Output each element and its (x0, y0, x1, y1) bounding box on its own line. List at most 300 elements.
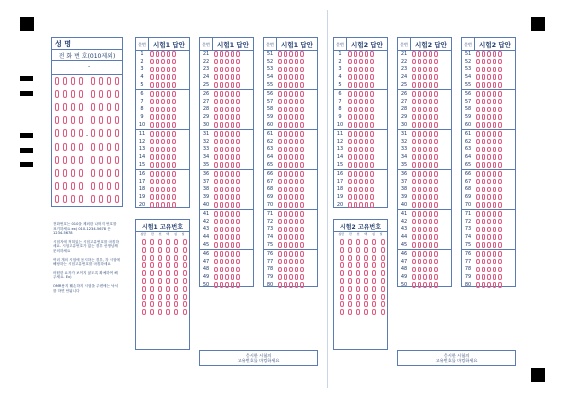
answer-bubble[interactable] (150, 82, 154, 88)
answer-bubble[interactable] (172, 187, 176, 193)
answer-bubble[interactable] (359, 154, 363, 160)
answer-bubble[interactable] (487, 131, 491, 137)
answer-bubble[interactable] (214, 59, 218, 65)
answer-bubble[interactable] (278, 211, 282, 217)
answer-bubble[interactable] (476, 99, 480, 105)
answer-bubble[interactable] (348, 179, 352, 185)
answer-bubble[interactable] (167, 139, 171, 145)
answer-bubble[interactable] (167, 147, 171, 153)
exam-id-bubble[interactable] (348, 278, 352, 284)
answer-bubble[interactable] (498, 274, 502, 280)
phone-bubble[interactable] (91, 156, 95, 164)
answer-bubble[interactable] (295, 122, 299, 128)
answer-bubble[interactable] (354, 91, 358, 97)
phone-bubble[interactable] (115, 195, 119, 203)
exam-id-bubble[interactable] (142, 262, 146, 268)
answer-bubble[interactable] (225, 194, 229, 200)
answer-bubble[interactable] (498, 122, 502, 128)
answer-bubble[interactable] (487, 282, 491, 288)
answer-bubble[interactable] (300, 82, 304, 88)
exam-id-bubble[interactable] (356, 247, 360, 253)
phone-bubble[interactable] (55, 116, 59, 124)
answer-bubble[interactable] (365, 179, 369, 185)
exam-id-bubble[interactable] (340, 309, 344, 315)
answer-bubble[interactable] (482, 227, 486, 233)
answer-bubble[interactable] (289, 267, 293, 273)
answer-bubble[interactable] (300, 219, 304, 225)
answer-bubble[interactable] (429, 74, 433, 80)
answer-bubble[interactable] (487, 147, 491, 153)
answer-bubble[interactable] (412, 202, 416, 208)
answer-bubble[interactable] (220, 154, 224, 160)
phone-bubble[interactable] (91, 116, 95, 124)
exam-id-bubble[interactable] (166, 262, 170, 268)
answer-bubble[interactable] (156, 139, 160, 145)
exam-id-bubble[interactable] (381, 270, 385, 276)
answer-bubble[interactable] (498, 67, 502, 73)
answer-bubble[interactable] (167, 194, 171, 200)
answer-bubble[interactable] (418, 234, 422, 240)
answer-bubble[interactable] (220, 99, 224, 105)
answer-bubble[interactable] (365, 91, 369, 97)
answer-bubble[interactable] (476, 122, 480, 128)
answer-bubble[interactable] (493, 242, 497, 248)
answer-bubble[interactable] (476, 234, 480, 240)
answer-bubble[interactable] (476, 211, 480, 217)
exam-id-bubble[interactable] (381, 294, 385, 300)
answer-bubble[interactable] (289, 82, 293, 88)
phone-bubble[interactable] (99, 143, 103, 151)
answer-bubble[interactable] (236, 122, 240, 128)
answer-bubble[interactable] (300, 267, 304, 273)
answer-bubble[interactable] (220, 131, 224, 137)
answer-bubble[interactable] (365, 82, 369, 88)
exam-id-bubble[interactable] (158, 239, 162, 245)
answer-bubble[interactable] (423, 187, 427, 193)
answer-bubble[interactable] (354, 187, 358, 193)
answer-bubble[interactable] (284, 91, 288, 97)
answer-bubble[interactable] (365, 131, 369, 137)
exam-id-digit-column[interactable] (354, 239, 361, 347)
answer-bubble[interactable] (278, 202, 282, 208)
answer-bubble[interactable] (348, 122, 352, 128)
exam-id-bubble[interactable] (381, 255, 385, 261)
answer-bubble[interactable] (423, 74, 427, 80)
exam-id-bubble[interactable] (166, 255, 170, 261)
exam-id-bubble[interactable] (340, 294, 344, 300)
exam-id-bubble[interactable] (174, 270, 178, 276)
answer-bubble[interactable] (161, 67, 165, 73)
answer-bubble[interactable] (476, 194, 480, 200)
answer-bubble[interactable] (354, 139, 358, 145)
answer-bubble[interactable] (278, 82, 282, 88)
answer-bubble[interactable] (498, 171, 502, 177)
answer-bubble[interactable] (225, 139, 229, 145)
answer-bubble[interactable] (429, 139, 433, 145)
answer-bubble[interactable] (236, 131, 240, 137)
answer-bubble[interactable] (365, 114, 369, 120)
answer-bubble[interactable] (434, 74, 438, 80)
answer-bubble[interactable] (150, 59, 154, 65)
answer-bubble[interactable] (354, 131, 358, 137)
answer-bubble[interactable] (220, 227, 224, 233)
answer-bubble[interactable] (423, 162, 427, 168)
answer-bubble[interactable] (289, 179, 293, 185)
answer-bubble[interactable] (423, 114, 427, 120)
answer-bubble[interactable] (214, 194, 218, 200)
phone-bubble[interactable] (107, 90, 111, 98)
answer-bubble[interactable] (172, 171, 176, 177)
answer-bubble[interactable] (220, 187, 224, 193)
answer-bubble[interactable] (418, 154, 422, 160)
answer-bubble[interactable] (300, 114, 304, 120)
answer-bubble[interactable] (225, 122, 229, 128)
answer-bubble[interactable] (161, 179, 165, 185)
phone-bubble[interactable] (99, 169, 103, 177)
answer-bubble[interactable] (482, 234, 486, 240)
answer-bubble[interactable] (156, 187, 160, 193)
exam-id-bubble[interactable] (381, 247, 385, 253)
answer-bubble[interactable] (429, 282, 433, 288)
exam-id-bubble[interactable] (183, 247, 187, 253)
answer-bubble[interactable] (476, 82, 480, 88)
answer-bubble[interactable] (412, 131, 416, 137)
exam-id-bubble[interactable] (340, 247, 344, 253)
phone-bubble[interactable] (63, 90, 67, 98)
answer-bubble[interactable] (236, 211, 240, 217)
answer-bubble[interactable] (236, 114, 240, 120)
phone-bubble[interactable] (79, 103, 83, 111)
answer-bubble[interactable] (498, 131, 502, 137)
answer-bubble[interactable] (423, 82, 427, 88)
answer-bubble[interactable] (487, 194, 491, 200)
answer-bubble[interactable] (487, 99, 491, 105)
answer-bubble[interactable] (225, 219, 229, 225)
answer-bubble[interactable] (289, 282, 293, 288)
answer-bubble[interactable] (156, 131, 160, 137)
answer-bubble[interactable] (225, 187, 229, 193)
answer-bubble[interactable] (370, 202, 374, 208)
answer-bubble[interactable] (172, 82, 176, 88)
phone-bubble[interactable] (55, 103, 59, 111)
phone-bubble-grid[interactable] (54, 77, 120, 203)
exam-id-bubble[interactable] (364, 278, 368, 284)
answer-bubble[interactable] (348, 171, 352, 177)
answer-bubble[interactable] (348, 202, 352, 208)
answer-bubble[interactable] (278, 139, 282, 145)
answer-bubble[interactable] (214, 234, 218, 240)
answer-bubble[interactable] (284, 187, 288, 193)
answer-bubble[interactable] (429, 67, 433, 73)
exam-id-bubble[interactable] (381, 309, 385, 315)
phone-bubble[interactable] (115, 116, 119, 124)
exam-id-digit-column[interactable] (148, 239, 155, 347)
answer-bubble[interactable] (236, 154, 240, 160)
answer-bubble[interactable] (487, 202, 491, 208)
answer-bubble[interactable] (284, 227, 288, 233)
phone-bubble[interactable] (63, 116, 67, 124)
answer-bubble[interactable] (423, 107, 427, 113)
exam-id-bubble[interactable] (372, 301, 376, 307)
answer-bubble[interactable] (236, 162, 240, 168)
exam-id-bubble[interactable] (158, 286, 162, 292)
answer-bubble[interactable] (412, 122, 416, 128)
answer-bubble[interactable] (214, 251, 218, 257)
answer-bubble[interactable] (278, 59, 282, 65)
answer-bubble[interactable] (418, 67, 422, 73)
exam-id-bubble[interactable] (340, 262, 344, 268)
answer-bubble[interactable] (214, 227, 218, 233)
answer-bubble[interactable] (295, 59, 299, 65)
exam-id-bubble[interactable] (174, 309, 178, 315)
answer-bubble[interactable] (156, 171, 160, 177)
answer-bubble[interactable] (429, 242, 433, 248)
answer-bubble[interactable] (156, 74, 160, 80)
answer-bubble[interactable] (236, 274, 240, 280)
answer-bubble[interactable] (231, 91, 235, 97)
exam-id-bubble[interactable] (158, 255, 162, 261)
exam-id-bubble[interactable] (150, 301, 154, 307)
answer-bubble[interactable] (423, 59, 427, 65)
answer-bubble[interactable] (423, 154, 427, 160)
answer-bubble[interactable] (295, 107, 299, 113)
answer-bubble[interactable] (434, 194, 438, 200)
answer-bubble[interactable] (365, 162, 369, 168)
answer-bubble[interactable] (295, 251, 299, 257)
answer-bubble[interactable] (359, 202, 363, 208)
phone-bubble[interactable] (63, 77, 67, 85)
exam-id-digit-column[interactable] (371, 239, 378, 347)
answer-bubble[interactable] (348, 131, 352, 137)
answer-bubble[interactable] (231, 51, 235, 57)
exam-id-bubble[interactable] (166, 247, 170, 253)
answer-bubble[interactable] (295, 179, 299, 185)
answer-bubble[interactable] (156, 179, 160, 185)
exam-id-bubble[interactable] (340, 286, 344, 292)
answer-bubble[interactable] (167, 51, 171, 57)
exam-id-bubble[interactable] (158, 270, 162, 276)
answer-bubble[interactable] (284, 67, 288, 73)
answer-bubble[interactable] (225, 211, 229, 217)
answer-bubble[interactable] (476, 67, 480, 73)
answer-bubble[interactable] (354, 67, 358, 73)
answer-bubble[interactable] (365, 202, 369, 208)
answer-bubble[interactable] (498, 147, 502, 153)
answer-bubble[interactable] (278, 227, 282, 233)
answer-bubble[interactable] (167, 99, 171, 105)
answer-bubble[interactable] (359, 91, 363, 97)
answer-bubble[interactable] (161, 114, 165, 120)
answer-bubble[interactable] (476, 242, 480, 248)
answer-bubble[interactable] (370, 154, 374, 160)
answer-bubble[interactable] (161, 171, 165, 177)
answer-bubble[interactable] (172, 139, 176, 145)
answer-bubble[interactable] (365, 187, 369, 193)
answer-bubble[interactable] (220, 82, 224, 88)
answer-bubble[interactable] (493, 59, 497, 65)
answer-bubble[interactable] (225, 147, 229, 153)
answer-bubble[interactable] (434, 227, 438, 233)
phone-bubble[interactable] (99, 103, 103, 111)
phone-bubble[interactable] (79, 169, 83, 177)
answer-bubble[interactable] (476, 171, 480, 177)
phone-bubble[interactable] (115, 129, 119, 137)
answer-bubble[interactable] (231, 131, 235, 137)
answer-bubble[interactable] (167, 114, 171, 120)
answer-bubble[interactable] (476, 267, 480, 273)
exam-id-bubble[interactable] (150, 278, 154, 284)
answer-bubble[interactable] (156, 162, 160, 168)
answer-bubble[interactable] (231, 147, 235, 153)
phone-bubble[interactable] (91, 103, 95, 111)
answer-bubble[interactable] (418, 179, 422, 185)
answer-bubble[interactable] (423, 251, 427, 257)
answer-bubble[interactable] (220, 67, 224, 73)
answer-bubble[interactable] (278, 267, 282, 273)
answer-bubble[interactable] (231, 154, 235, 160)
answer-bubble[interactable] (412, 282, 416, 288)
exam-id-bubble[interactable] (166, 239, 170, 245)
answer-bubble[interactable] (429, 154, 433, 160)
answer-bubble[interactable] (429, 171, 433, 177)
answer-bubble[interactable] (220, 234, 224, 240)
answer-bubble[interactable] (482, 162, 486, 168)
phone-bubble[interactable] (79, 195, 83, 203)
exam-id-bubble[interactable] (174, 301, 178, 307)
answer-bubble[interactable] (412, 227, 416, 233)
phone-bubble[interactable] (63, 143, 67, 151)
answer-bubble[interactable] (278, 242, 282, 248)
answer-bubble[interactable] (300, 282, 304, 288)
answer-bubble[interactable] (487, 59, 491, 65)
answer-bubble[interactable] (476, 179, 480, 185)
answer-bubble[interactable] (156, 147, 160, 153)
answer-bubble[interactable] (348, 194, 352, 200)
answer-bubble[interactable] (150, 74, 154, 80)
answer-bubble[interactable] (370, 82, 374, 88)
answer-bubble[interactable] (161, 154, 165, 160)
answer-bubble[interactable] (300, 122, 304, 128)
answer-bubble[interactable] (365, 171, 369, 177)
answer-bubble[interactable] (284, 59, 288, 65)
answer-bubble[interactable] (156, 59, 160, 65)
answer-bubble[interactable] (214, 131, 218, 137)
phone-bubble[interactable] (79, 90, 83, 98)
answer-bubble[interactable] (220, 59, 224, 65)
phone-digit-column[interactable] (54, 77, 60, 203)
answer-bubble[interactable] (434, 122, 438, 128)
answer-bubble[interactable] (289, 187, 293, 193)
answer-bubble[interactable] (434, 154, 438, 160)
answer-bubble[interactable] (225, 259, 229, 265)
exam-id-bubble[interactable] (372, 255, 376, 261)
exam-id-digit-column[interactable] (363, 239, 370, 347)
answer-bubble[interactable] (278, 114, 282, 120)
answer-bubble[interactable] (476, 139, 480, 145)
answer-bubble[interactable] (429, 51, 433, 57)
answer-bubble[interactable] (220, 74, 224, 80)
answer-bubble[interactable] (161, 194, 165, 200)
answer-bubble[interactable] (365, 139, 369, 145)
phone-bubble[interactable] (115, 156, 119, 164)
answer-bubble[interactable] (150, 114, 154, 120)
answer-bubble[interactable] (412, 67, 416, 73)
answer-bubble[interactable] (214, 147, 218, 153)
phone-bubble[interactable] (55, 143, 59, 151)
phone-digit-column[interactable] (98, 77, 104, 203)
phone-bubble[interactable] (91, 129, 95, 137)
answer-bubble[interactable] (161, 187, 165, 193)
answer-bubble[interactable] (476, 107, 480, 113)
answer-bubble[interactable] (161, 51, 165, 57)
answer-bubble[interactable] (434, 259, 438, 265)
answer-bubble[interactable] (482, 154, 486, 160)
answer-bubble[interactable] (412, 274, 416, 280)
answer-bubble[interactable] (300, 59, 304, 65)
exam-id-bubble[interactable] (364, 270, 368, 276)
exam-id-bubble[interactable] (381, 301, 385, 307)
answer-bubble[interactable] (220, 274, 224, 280)
answer-bubble[interactable] (167, 107, 171, 113)
answer-bubble[interactable] (220, 202, 224, 208)
answer-bubble[interactable] (487, 219, 491, 225)
answer-bubble[interactable] (487, 162, 491, 168)
answer-bubble[interactable] (429, 234, 433, 240)
answer-bubble[interactable] (295, 267, 299, 273)
answer-bubble[interactable] (370, 139, 374, 145)
phone-digit-column[interactable] (62, 77, 68, 203)
answer-bubble[interactable] (161, 162, 165, 168)
exam-id-bubble[interactable] (340, 278, 344, 284)
phone-bubble[interactable] (107, 143, 111, 151)
answer-bubble[interactable] (289, 219, 293, 225)
answer-bubble[interactable] (429, 122, 433, 128)
answer-bubble[interactable] (365, 67, 369, 73)
answer-bubble[interactable] (348, 82, 352, 88)
exam-id-bubble[interactable] (364, 262, 368, 268)
exam-id-bubble[interactable] (348, 239, 352, 245)
answer-bubble[interactable] (482, 187, 486, 193)
answer-bubble[interactable] (231, 274, 235, 280)
answer-bubble[interactable] (231, 187, 235, 193)
answer-bubble[interactable] (493, 67, 497, 73)
answer-bubble[interactable] (423, 99, 427, 105)
answer-bubble[interactable] (493, 107, 497, 113)
answer-bubble[interactable] (476, 74, 480, 80)
answer-bubble[interactable] (365, 154, 369, 160)
answer-bubble[interactable] (225, 251, 229, 257)
answer-bubble[interactable] (300, 202, 304, 208)
answer-bubble[interactable] (423, 179, 427, 185)
answer-bubble[interactable] (482, 131, 486, 137)
answer-bubble[interactable] (482, 82, 486, 88)
answer-bubble[interactable] (476, 219, 480, 225)
exam-id-bubble[interactable] (364, 255, 368, 261)
answer-bubble[interactable] (487, 187, 491, 193)
answer-bubble[interactable] (434, 282, 438, 288)
answer-bubble[interactable] (348, 99, 352, 105)
answer-bubble[interactable] (370, 107, 374, 113)
answer-bubble[interactable] (423, 242, 427, 248)
answer-bubble[interactable] (300, 99, 304, 105)
answer-bubble[interactable] (156, 99, 160, 105)
answer-bubble[interactable] (498, 91, 502, 97)
answer-bubble[interactable] (220, 91, 224, 97)
phone-bubble[interactable] (107, 156, 111, 164)
answer-bubble[interactable] (156, 122, 160, 128)
answer-bubble[interactable] (354, 154, 358, 160)
phone-bubble[interactable] (63, 156, 67, 164)
